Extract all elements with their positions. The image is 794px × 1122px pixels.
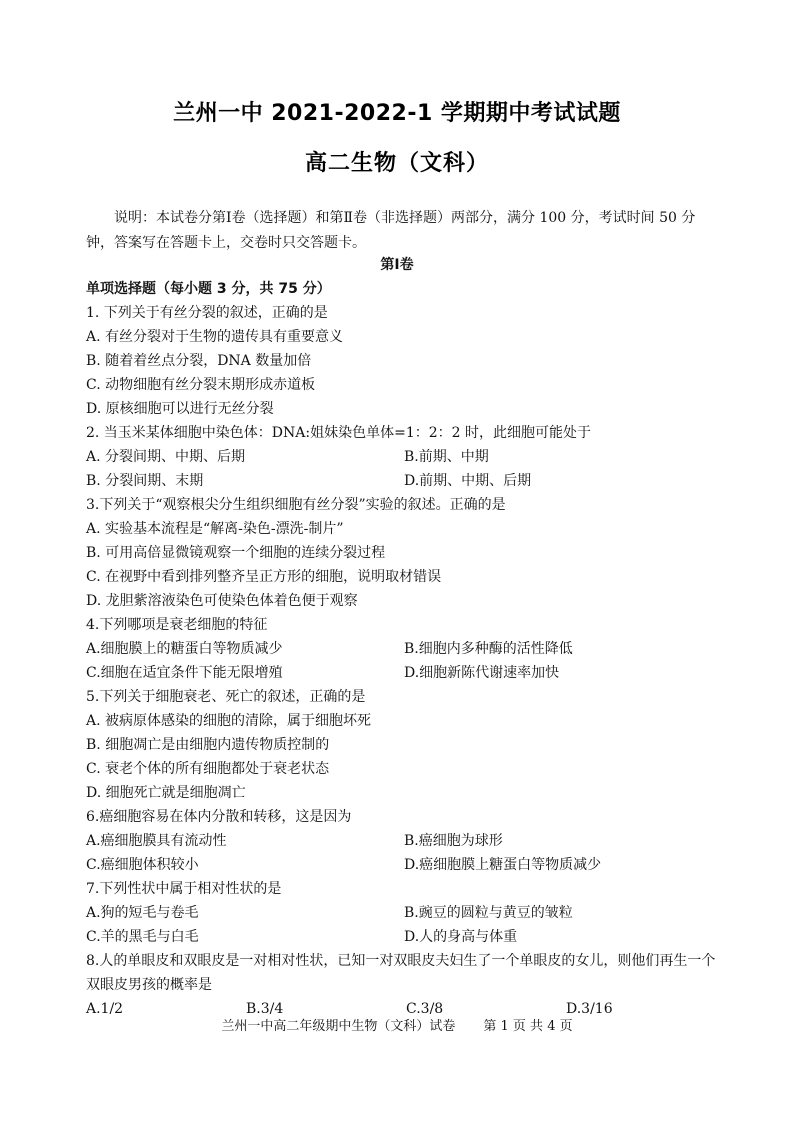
- exam-title: 兰州一中 2021-2022-1 学期期中考试试题: [173, 101, 621, 126]
- question-option: B.3/4: [246, 1001, 284, 1017]
- question-stem: 5.下列关于细胞衰老、死亡的叙述，正确的是: [86, 689, 366, 705]
- question-list: [86, 277, 726, 1021]
- footer-title: 兰州一中高二年级期中生物（文科）试卷: [221, 1019, 456, 1034]
- question-option: B. 分裂间期、末期: [86, 473, 204, 489]
- question-option: A.狗的短毛与卷毛: [86, 905, 199, 921]
- question-option: A.细胞膜上的糖蛋白等物质减少: [86, 641, 283, 657]
- question-option: A. 实验基本流程是“解离-染色-漂洗-制片”: [86, 521, 344, 537]
- option-row: [86, 469, 726, 493]
- question-option: C.3/8: [406, 1001, 444, 1017]
- question-option: A.癌细胞膜具有流动性: [86, 833, 227, 849]
- option-row: [86, 901, 726, 925]
- question-option: D.前期、中期、后期: [404, 473, 532, 489]
- question-option: B. 随着着丝点分裂，DNA 数量加倍: [86, 353, 312, 369]
- question-stem: 6.癌细胞容易在体内分散和转移，这是因为: [86, 809, 352, 825]
- question-option: B.细胞内多种酶的活性降低: [404, 641, 573, 657]
- question-stem: 2. 当玉米某体细胞中染色体：DNA:姐妹染色单体=1：2：2 时，此细胞可能处于: [86, 425, 592, 441]
- question-option: A. 分裂间期、中期、后期: [86, 449, 246, 465]
- page-footer: [0, 1015, 794, 1034]
- section-title: 第Ⅰ卷: [380, 257, 414, 273]
- question-stem: 1. 下列关于有丝分裂的叙述，正确的是: [86, 305, 328, 321]
- question-option: C.羊的黑毛与白毛: [86, 929, 199, 945]
- part-heading: 单项选择题（每小题 3 分，共 75 分）: [86, 281, 331, 297]
- question-option: D.3/16: [566, 1001, 613, 1017]
- question-option: A.1/2: [86, 1001, 124, 1017]
- option-row: [86, 829, 726, 853]
- option-row: [86, 445, 726, 469]
- question-option: C. 动物细胞有丝分裂末期形成赤道板: [86, 377, 316, 393]
- question-option: D.人的身高与体重: [404, 929, 518, 945]
- question-stem: 7.下列性状中属于相对性状的是: [86, 881, 282, 897]
- question-option: B. 细胞凋亡是由细胞内遗传物质控制的: [86, 737, 330, 753]
- exam-instructions: 说明：本试卷分第Ⅰ卷（选择题）和第Ⅱ卷（非选择题）两部分，满分 100 分，考试时间 50 分钟，答案写在答题卡上，交卷时只交答题卡。: [86, 210, 696, 251]
- question-option: D.癌细胞膜上糖蛋白等物质减少: [404, 857, 602, 873]
- option-row: [86, 661, 726, 685]
- question-option: C. 在视野中看到排列整齐呈正方形的细胞，说明取材错误: [86, 569, 442, 585]
- option-row: [86, 925, 726, 949]
- option-row: [86, 637, 726, 661]
- question-option: D.细胞新陈代谢速率加快: [404, 665, 560, 681]
- question-stem: 8.人的单眼皮和双眼皮是一对相对性状，已知一对双眼皮夫妇生了一个单眼皮的女儿，则他们再生一个双眼皮男孩的概率是: [86, 953, 716, 993]
- exam-subtitle: 高二生物（文科）: [304, 151, 489, 176]
- question-option: B. 可用高倍显微镜观察一个细胞的连续分裂过程: [86, 545, 386, 561]
- question-option: D. 龙胆紫溶液染色可使染色体着色便于观察: [86, 593, 358, 609]
- question-option: A. 有丝分裂对于生物的遗传具有重要意义: [86, 329, 344, 345]
- question-option: B.癌细胞为球形: [404, 833, 503, 849]
- question-option: C.细胞在适宜条件下能无限增殖: [86, 665, 283, 681]
- question-stem: 4.下列哪项是衰老细胞的特征: [86, 617, 268, 633]
- option-row: [86, 853, 726, 877]
- question-option: D. 原核细胞可以进行无丝分裂: [86, 401, 274, 417]
- question-stem: 3.下列关于“观察根尖分生组织细胞有丝分裂”实验的叙述。正确的是: [86, 497, 506, 513]
- question-option: C.癌细胞体积较小: [86, 857, 199, 873]
- question-option: B.豌豆的圆粒与黄豆的皱粒: [404, 905, 573, 921]
- question-option: A. 被病原体感染的细胞的清除，属于细胞坏死: [86, 713, 372, 729]
- page-number: 第 1 页 共 4 页: [483, 1019, 573, 1034]
- question-option: B.前期、中期: [404, 449, 489, 465]
- question-option: D. 细胞死亡就是细胞凋亡: [86, 785, 246, 801]
- question-option: C. 衰老个体的所有细胞都处于衰老状态: [86, 761, 330, 777]
